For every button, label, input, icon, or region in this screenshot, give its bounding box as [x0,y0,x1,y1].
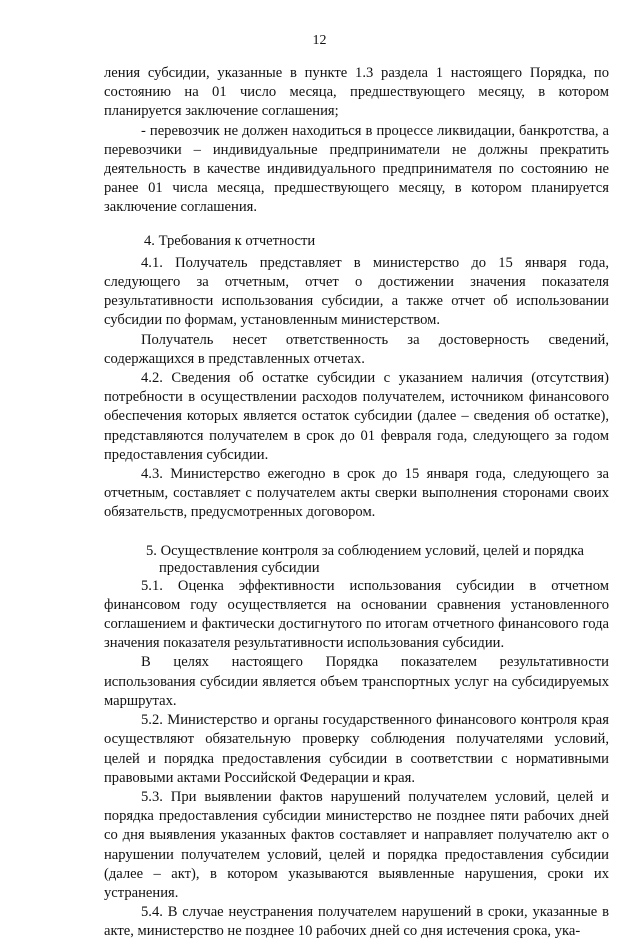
document-body [104,64,609,942]
paragraph-continuation: ления субсидии, указанные в пункте 1.3 раздела 1 настоящего Порядка, по состоянию на 01 число месяца, предшествующего месяцу, в котором планируется заключение соглашения; [104,65,609,120]
paragraph-4-1: 4.1. Получатель представляет в министерство до 15 января года, следующего за отчетным, отчет о достижении значения показателя результативности использования субсидии, а также отчет об использовании субсидии по формам, установленным министерством. [104,254,609,329]
paragraph-responsibility: Получатель несет ответственность за достоверность сведений, содержащихся в представленных отчетах. [104,331,609,367]
paragraph-5-3: 5.3. При выявлении фактов нарушений получателем условий, целей и порядка предоставления субсидии министерство не позднее пяти рабочих дней со дня выявления указанных фактов составляет и направляет получателю акт о нарушении получателем условий, целей и порядка предоставления субсидии (далее – акт), в котором указываются выявленные нарушения, сроки их устранения. [104,788,609,901]
section-heading-4: 4. Требования к отчетности [144,232,316,249]
section-heading-5: 5. Осуществление контроля за соблюдением условий, целей и порядка предоставления субсидии [146,542,584,576]
paragraph-5-2: 5.2. Министерство и органы государственного финансового контроля края осуществляют обязательную проверку соблюдения получателями условий, целей и порядка предоставления субсидии в соответствии с нормативными правовыми актами Российской Федерации и края. [104,712,609,786]
paragraph-5-1: 5.1. Оценка эффективности использования субсидии в отчетном финансовом году осуществляется на основании сравнения установленного соглашением и фактически достигнутого по итогам отчетного финансового года значения показателя результативности использования субсидии. [104,577,609,652]
paragraph-result-indicator: В целях настоящего Порядка показателем результативности использования субсидии является объем транспортных услуг на субсидируемых маршрутах. [104,654,609,709]
paragraph-carrier-requirement: - перевозчик не должен находиться в процессе ликвидации, банкротства, а перевозчики – индивидуальные предприниматели не должны прекратить деятельность в качестве индивидуального предпринимателя по состоянию не ранее 01 числа месяца, предшествующего месяцу, в котором планируется заключение соглашения. [104,122,609,216]
page-number: 12 [312,33,327,48]
paragraph-4-2: 4.2. Сведения об остатке субсидии с указанием наличия (отсутствия) потребности в осуществлении расходов получателем, источником финансового обеспечения которых является остаток субсидии (далее – сведения об остатке), представляются получателем в срок до 01 февраля года, следующего за годом предоставления субсидии. [104,370,609,463]
paragraph-4-3: 4.3. Министерство ежегодно в срок до 15 января года, следующего за отчетным, составляет с получателем акты сверки выполнения сторонами своих обязательств, предусмотренных договором. [104,466,609,521]
paragraph-5-4: 5.4. В случае неустранения получателем нарушений в сроки, указанные в акте, министерство не позднее 10 рабочих дней со дня истечения срока, ука- [104,904,609,940]
